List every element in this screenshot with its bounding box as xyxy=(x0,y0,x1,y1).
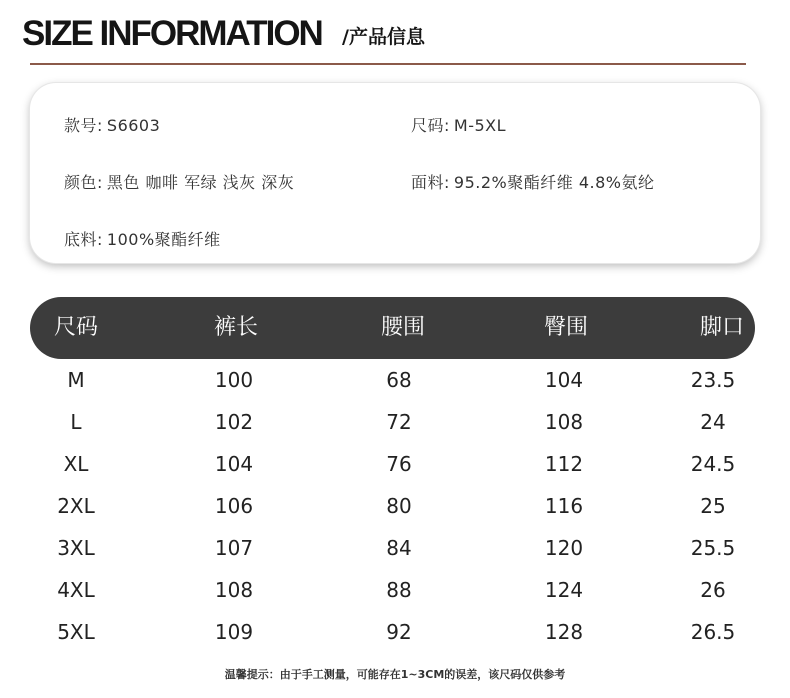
color-value: 黑色 咖啡 军绿 浅灰 深灰 xyxy=(106,173,295,192)
cell-pants-length: 108 xyxy=(214,578,254,602)
model-info xyxy=(64,113,160,136)
cell-leg-opening: 24.5 xyxy=(690,452,736,476)
cell-hip: 104 xyxy=(544,368,584,392)
cell-waist: 84 xyxy=(386,536,412,560)
table-row xyxy=(0,611,790,653)
cell-waist: 68 xyxy=(386,368,412,392)
size-range-label: 尺码: xyxy=(411,116,450,135)
lining-label: 底料: xyxy=(64,230,103,249)
cell-waist: 76 xyxy=(386,452,412,476)
table-row xyxy=(0,443,790,485)
cell-leg-opening: 23.5 xyxy=(690,368,736,392)
table-row xyxy=(0,569,790,611)
lining-info xyxy=(64,227,221,250)
cell-leg-opening: 24 xyxy=(700,410,726,434)
cell-size: XL xyxy=(63,452,89,476)
cell-leg-opening: 25 xyxy=(700,494,726,518)
cell-hip: 108 xyxy=(544,410,584,434)
cell-leg-opening: 25.5 xyxy=(690,536,736,560)
cell-size: 4XL xyxy=(57,578,95,602)
header-waist: 腰围 xyxy=(380,315,425,340)
header-size: 尺码 xyxy=(53,315,98,340)
cell-pants-length: 102 xyxy=(214,410,254,434)
size-table-header xyxy=(30,297,755,359)
cell-hip: 116 xyxy=(544,494,584,518)
cell-waist: 88 xyxy=(386,578,412,602)
fabric-info xyxy=(411,170,654,193)
page-title: SIZE INFORMATION xyxy=(22,14,322,53)
header-pants-length: 裤长 xyxy=(213,315,258,340)
page-subtitle: /产品信息 xyxy=(342,26,425,48)
product-info-card xyxy=(30,83,760,263)
cell-pants-length: 106 xyxy=(214,494,254,518)
cell-pants-length: 104 xyxy=(214,452,254,476)
color-label: 颜色: xyxy=(64,173,103,192)
cell-hip: 112 xyxy=(544,452,584,476)
cell-hip: 128 xyxy=(544,620,584,644)
cell-hip: 124 xyxy=(544,578,584,602)
cell-pants-length: 100 xyxy=(214,368,254,392)
model-value: S6603 xyxy=(106,116,161,135)
table-row xyxy=(0,359,790,401)
table-row xyxy=(0,485,790,527)
table-row xyxy=(0,401,790,443)
header-leg-opening: 脚口 xyxy=(699,315,744,340)
cell-waist: 72 xyxy=(386,410,412,434)
cell-size: L xyxy=(70,410,82,434)
cell-waist: 80 xyxy=(386,494,412,518)
cell-pants-length: 109 xyxy=(214,620,254,644)
cell-hip: 120 xyxy=(544,536,584,560)
cell-leg-opening: 26.5 xyxy=(690,620,736,644)
measurement-note: 温馨提示：由于手工测量，可能存在1~3CM的误差，该尺码仅供参考 xyxy=(224,668,566,681)
cell-size: 2XL xyxy=(57,494,95,518)
cell-leg-opening: 26 xyxy=(700,578,726,602)
fabric-label: 面料: xyxy=(411,173,450,192)
color-info xyxy=(64,170,294,193)
cell-size: 5XL xyxy=(57,620,95,644)
title-divider xyxy=(30,63,746,65)
size-range-info xyxy=(411,113,506,136)
size-range-value: M-5XL xyxy=(453,116,507,135)
cell-size: M xyxy=(67,368,85,392)
table-row xyxy=(0,527,790,569)
header-hip: 臀围 xyxy=(543,315,588,340)
lining-value: 100%聚酯纤维 xyxy=(106,230,221,249)
cell-waist: 92 xyxy=(386,620,412,644)
fabric-value: 95.2%聚酯纤维 4.8%氨纶 xyxy=(453,173,655,192)
cell-pants-length: 107 xyxy=(214,536,254,560)
cell-size: 3XL xyxy=(57,536,95,560)
model-label: 款号: xyxy=(64,116,103,135)
